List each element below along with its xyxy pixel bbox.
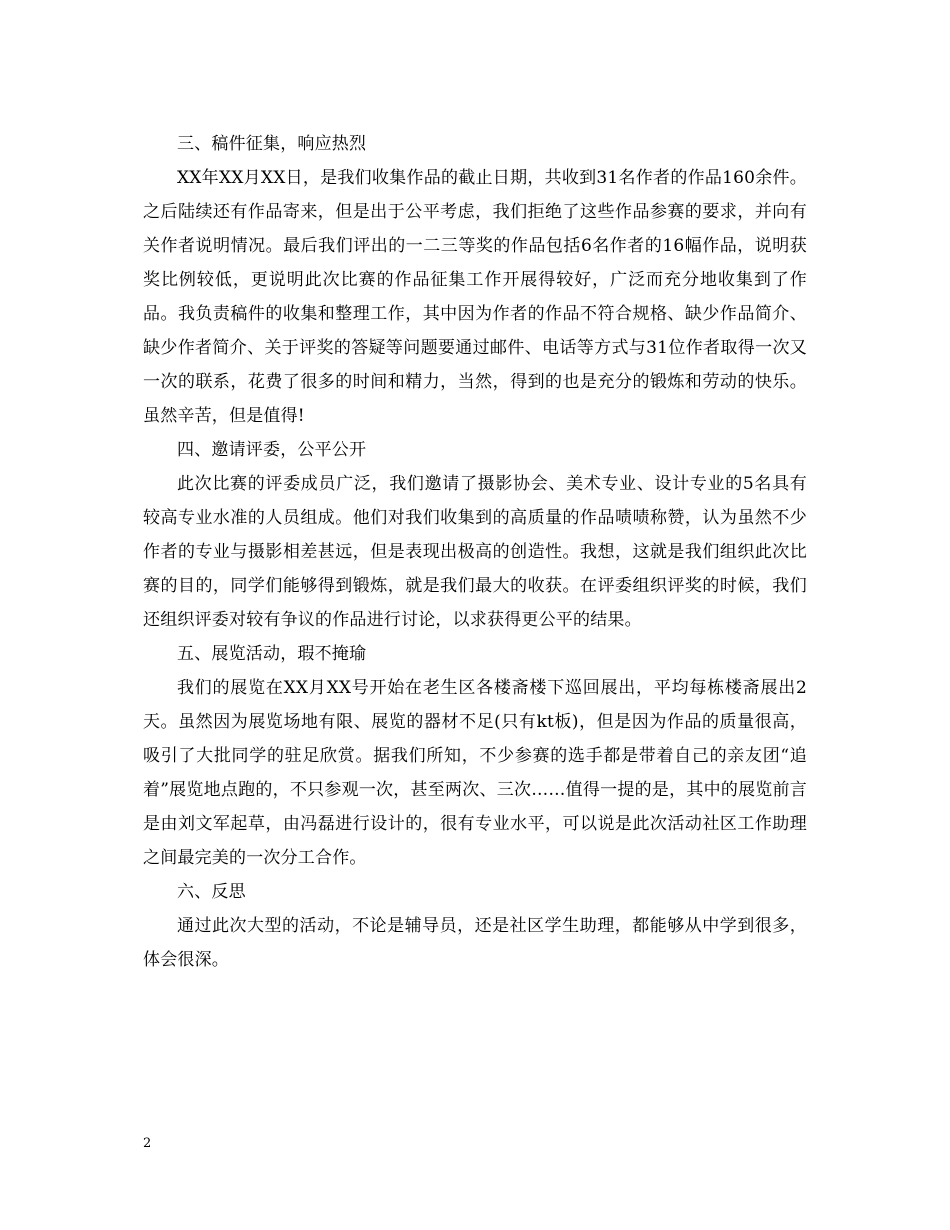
body-paragraph: XX年XX月XX日，是我们收集作品的截止日期，共收到31名作者的作品160余件。之后陆续还有作品寄来，但是出于公平考虑，我们拒绝了这些作品参赛的要求，并向有关作者说明情况。最后我们评出的一二三等奖的作品包括6名作者的16幅作品，说明获奖比例较低，更说明此次比赛的作品征集工作开展得较好，广泛而充分地收集到了作品。我负责稿件的收集和整理工作，其中因为作者的作品不符合规格、缺少作品简介、缺少作者简介、关于评奖的答疑等问题要通过邮件、电话等方式与31位作者取得一次又一次的联系，花费了很多的时间和精力，当然，得到的也是充分的锻炼和劳动的快乐。虽然辛苦，但是值得! xyxy=(143,168,807,426)
page-number: 2 xyxy=(143,1136,152,1151)
section-heading: 三、稿件征集，响应热烈 xyxy=(177,134,367,154)
section-heading: 四、邀请评委，公平公开 xyxy=(177,440,367,460)
section-heading: 五、展览活动，瑕不掩瑜 xyxy=(177,644,367,664)
body-paragraph: 通过此次大型的活动，不论是辅导员，还是社区学生助理，都能够从中学到很多，体会很深。 xyxy=(143,916,807,970)
section-heading: 六、反思 xyxy=(177,882,246,902)
document-body xyxy=(143,127,807,977)
body-paragraph: 我们的展览在XX月XX号开始在老生区各楼斋楼下巡回展出，平均每栋楼斋展出2天。虽然因为展览场地有限、展览的器材不足(只有kt板)，但是因为作品的质量很高，吸引了大批同学的驻足欣赏。据我们所知，不少参赛的选手都是带着自己的亲友团“追着”展览地点跑的，不只参观一次，甚至两次、三次……值得一提的是，其中的展览前言是由刘文军起草，由冯磊进行设计的，很有专业水平，可以说是此次活动社区工作助理之间最完美的一次分工合作。 xyxy=(143,678,807,868)
body-paragraph: 此次比赛的评委成员广泛，我们邀请了摄影协会、美术专业、设计专业的5名具有较高专业水准的人员组成。他们对我们收集到的高质量的作品啧啧称赞，认为虽然不少作者的专业与摄影相差甚远，但是表现出极高的创造性。我想，这就是我们组织此次比赛的目的，同学们能够得到锻炼，就是我们最大的收获。在评委组织评奖的时候，我们还组织评委对较有争议的作品进行讨论，以求获得更公平的结果。 xyxy=(143,474,807,630)
